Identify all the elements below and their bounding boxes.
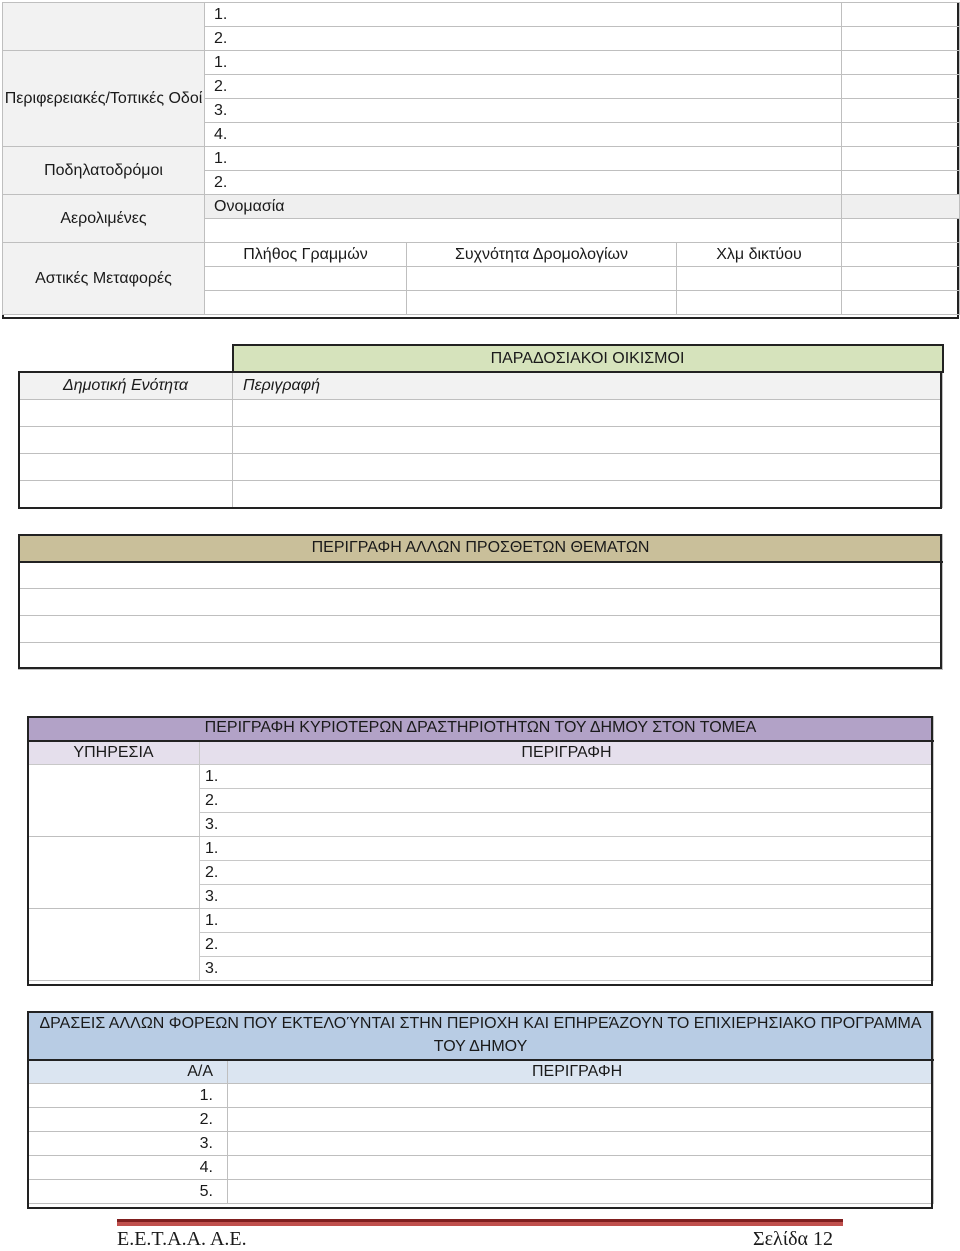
footer-rule-accent bbox=[117, 1222, 843, 1226]
cell-empty[interactable] bbox=[842, 75, 960, 99]
row-number: 3. bbox=[200, 957, 934, 981]
footer-organization: Ε.Ε.Τ.Α.Α. Α.Ε. bbox=[117, 1228, 247, 1250]
row-number: 1. bbox=[200, 909, 934, 933]
transport-table bbox=[2, 2, 960, 315]
cat-cell-empty bbox=[3, 3, 205, 51]
table3-frame bbox=[18, 534, 942, 669]
cell-empty[interactable] bbox=[842, 99, 960, 123]
cell-empty[interactable] bbox=[842, 3, 960, 27]
row-number: 1. bbox=[28, 1084, 228, 1108]
footer-page-number: Σελίδα 12 bbox=[753, 1228, 834, 1250]
category-urban-transport: Αστικές Μεταφορές bbox=[3, 243, 205, 315]
row-number: 5. bbox=[28, 1180, 228, 1204]
col-description: ΠΕΡΙΓΡΑΦΗ bbox=[228, 1060, 934, 1084]
municipal-activities-title: ΠΕΡΙΓΡΑΦΗ ΚΥΡΙΟΤΕΡΩΝ ΔΡΑΣΤΗΡΙΟΤΗΤΩΝ ΤΟΥ ΔΗΜΟΥ ΣΤΟΝ ΤΟΜΕΑ bbox=[28, 717, 934, 741]
cell-empty[interactable] bbox=[677, 267, 842, 291]
header-network-km: Χλμ δικτύου bbox=[677, 243, 842, 267]
cell-empty bbox=[842, 243, 960, 267]
row-number: 2. bbox=[205, 171, 842, 195]
row-number: 2. bbox=[205, 75, 842, 99]
cell-empty[interactable] bbox=[677, 291, 842, 315]
cell-empty[interactable] bbox=[205, 267, 407, 291]
col-aa: Α/Α bbox=[28, 1060, 228, 1084]
col-municipal-unit: Δημοτική Ενότητα bbox=[19, 372, 233, 399]
table2-frame bbox=[18, 371, 942, 509]
row-number: 1. bbox=[200, 837, 934, 861]
row-number: 3. bbox=[200, 813, 934, 837]
traditional-settlements-title: ΠΑΡΑΔΟΣΙΑΚΟΙ ΟΙΚΙΣΜΟΙ bbox=[233, 345, 943, 372]
col-description: Περιγραφή bbox=[233, 372, 943, 399]
cell-empty[interactable] bbox=[407, 267, 677, 291]
cell-empty[interactable] bbox=[842, 291, 960, 315]
row-number: 3. bbox=[205, 99, 842, 123]
row-number: 3. bbox=[200, 885, 934, 909]
category-airports: Αερολιμένες bbox=[3, 195, 205, 243]
row-number: 2. bbox=[200, 861, 934, 885]
cell-empty[interactable] bbox=[842, 267, 960, 291]
row-number: 3. bbox=[28, 1132, 228, 1156]
row-number: 4. bbox=[205, 123, 842, 147]
cell-empty[interactable] bbox=[842, 27, 960, 51]
col-service: ΥΠΗΡΕΣΙΑ bbox=[28, 741, 200, 765]
cell-empty[interactable] bbox=[842, 219, 960, 243]
header-lines-count: Πλήθος Γραμμών bbox=[205, 243, 407, 267]
cell-empty[interactable] bbox=[842, 123, 960, 147]
col-description: ΠΕΡΙΓΡΑΦΗ bbox=[200, 741, 934, 765]
cell-empty bbox=[19, 345, 233, 372]
row-number: 2. bbox=[28, 1108, 228, 1132]
cell-empty[interactable] bbox=[407, 291, 677, 315]
row-number: 1. bbox=[205, 147, 842, 171]
table4-frame bbox=[27, 716, 933, 986]
cell-empty[interactable] bbox=[842, 171, 960, 195]
other-issues-title: ΠΕΡΙΓΡΑΦΗ ΑΛΛΩΝ ΠΡΟΣΘΕΤΩΝ ΘΕΜΑΤΩΝ bbox=[19, 535, 943, 562]
row-number: 2. bbox=[200, 933, 934, 957]
name-label: Ονομασία bbox=[205, 195, 842, 219]
row-number: 4. bbox=[28, 1156, 228, 1180]
cell-empty[interactable] bbox=[205, 291, 407, 315]
row-number: 2. bbox=[200, 789, 934, 813]
cell-empty[interactable] bbox=[205, 219, 842, 243]
row-number: 2. bbox=[205, 27, 842, 51]
row-number: 1. bbox=[205, 51, 842, 75]
category-regional-roads: Περιφερειακές/Τοπικές Οδοί bbox=[3, 51, 205, 147]
row-number: 1. bbox=[200, 765, 934, 789]
cell-empty bbox=[842, 195, 960, 219]
table5-frame bbox=[27, 1011, 933, 1209]
header-frequency: Συχνότητα Δρομολογίων bbox=[407, 243, 677, 267]
cell-empty[interactable] bbox=[842, 51, 960, 75]
row-number: 1. bbox=[205, 3, 842, 27]
cell-empty[interactable] bbox=[842, 147, 960, 171]
category-bike-paths: Ποδηλατοδρόμοι bbox=[3, 147, 205, 195]
other-bodies-actions-title: ΔΡΑΣΕΙΣ ΑΛΛΩΝ ΦΟΡΕΩΝ ΠΟΥ ΕΚΤΕΛΟΎΝΤΑΙ ΣΤΗΝ ΠΕΡΙΟΧΗ ΚΑΙ ΕΠΗΡΕΆΖΟΥΝ ΤΟ ΕΠΙΧΙΕΡΗΣΙΑΚΟ ΠΡΟΓΡΑΜΜΑ ΤΟΥ ΔΗΜΟΥ bbox=[28, 1012, 934, 1060]
